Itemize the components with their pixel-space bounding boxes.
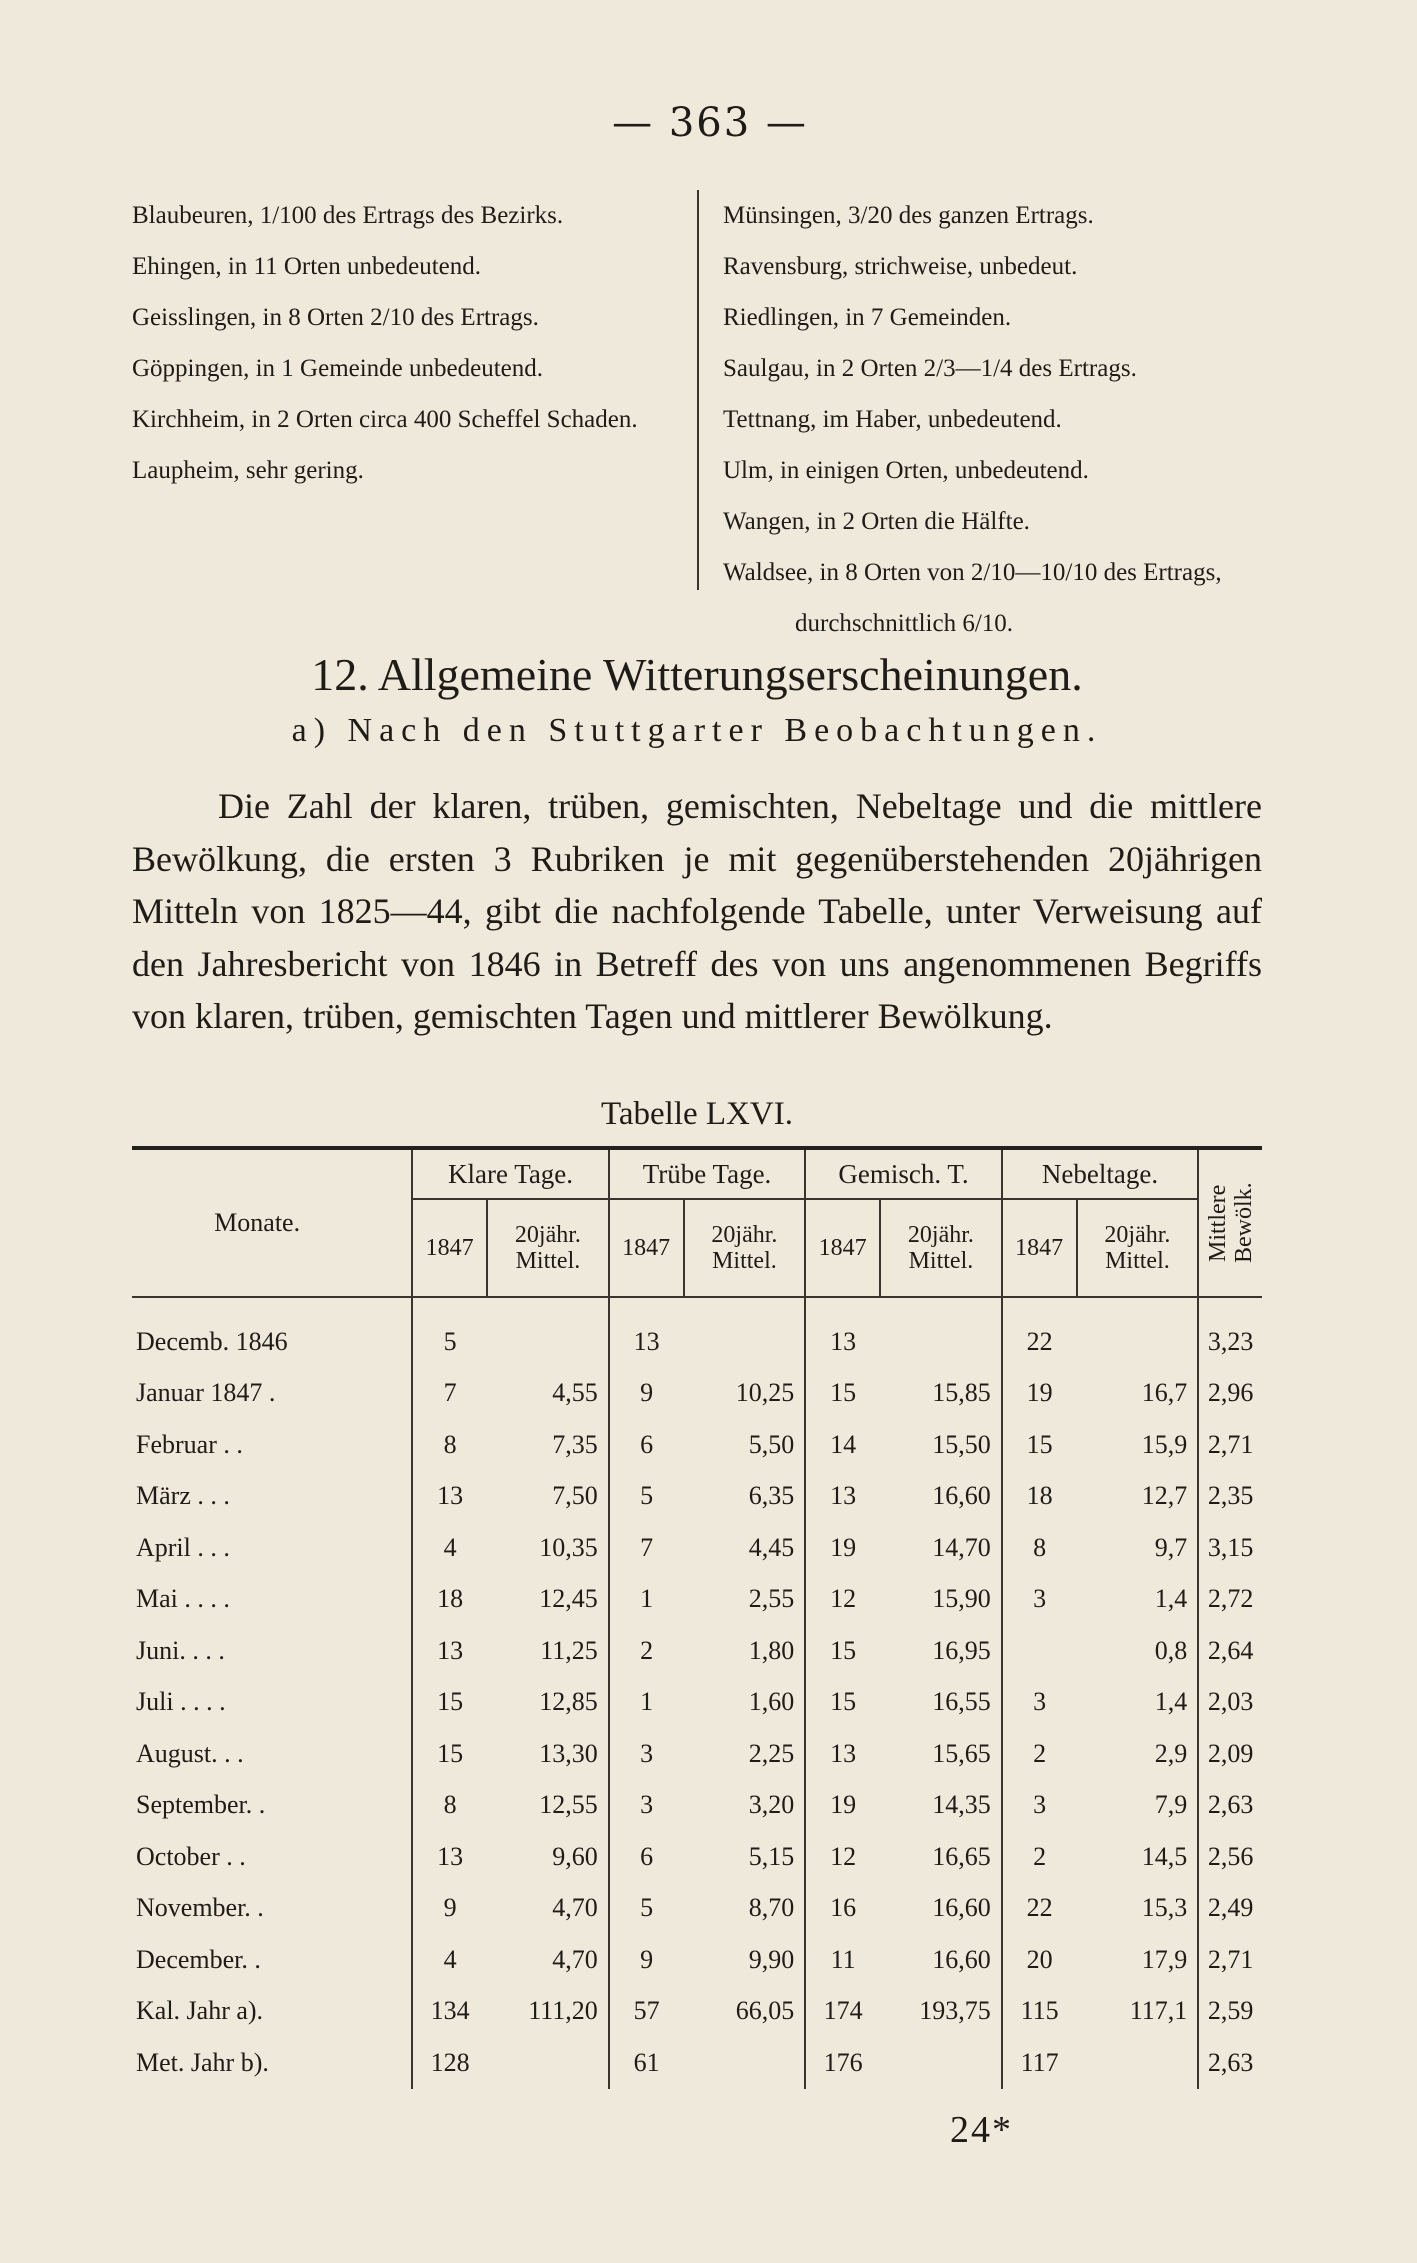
table-cell: 2,55 xyxy=(748,1584,795,1614)
row-label-month: März . . . xyxy=(136,1481,230,1511)
table-cell: 13 xyxy=(805,1471,880,1523)
table-cell: 7,50 xyxy=(552,1481,598,1511)
table-cell: 193,75 xyxy=(919,1996,991,2026)
table-cell: 15 xyxy=(412,1677,487,1729)
table-cell: 16,60 xyxy=(932,1944,991,1974)
sub-header-mean: 20jähr. Mittel. xyxy=(684,1199,806,1297)
sub-header-mean: 20jähr. Mittel. xyxy=(487,1199,609,1297)
table-cell: 15,65 xyxy=(932,1738,991,1768)
table-cell: 18 xyxy=(1002,1471,1077,1523)
table-cell: 2,03 xyxy=(1198,1677,1262,1729)
right-column xyxy=(697,190,1262,637)
row-label-month: September. . xyxy=(136,1790,266,1820)
table-cell: 11,25 xyxy=(540,1635,598,1665)
table-cell: 5,15 xyxy=(748,1841,795,1871)
table-cell: 2,63 xyxy=(1198,2037,1262,2089)
table-cell: 12 xyxy=(805,1574,880,1626)
table-row xyxy=(132,1574,1262,1626)
district-entry: Riedlingen, in 7 Gemeinden. xyxy=(723,304,1012,331)
row-label-month: December. . xyxy=(136,1944,261,1974)
table-row xyxy=(132,1297,1262,1368)
table-cell: 7 xyxy=(412,1368,487,1420)
table-cell: 3 xyxy=(1002,1677,1077,1729)
table-cell: 176 xyxy=(805,2037,880,2089)
table-cell: 15 xyxy=(805,1625,880,1677)
sub-header-year: 1847 xyxy=(805,1199,880,1297)
table-row xyxy=(132,1471,1262,1523)
table-cell: 14,5 xyxy=(1141,1841,1188,1871)
table-cell xyxy=(1002,1625,1077,1677)
table-cell: 15 xyxy=(805,1677,880,1729)
table-cell: 14,35 xyxy=(932,1790,991,1820)
table-cell: 111,20 xyxy=(528,1996,598,2026)
sub-header-year: 1847 xyxy=(1002,1199,1077,1297)
table-cell: 2,9 xyxy=(1154,1738,1188,1768)
table-cell: 14 xyxy=(805,1419,880,1471)
table-cell: 3 xyxy=(1002,1574,1077,1626)
table-cell: 1,60 xyxy=(748,1687,795,1717)
table-row xyxy=(132,1625,1262,1677)
table-cell: 7 xyxy=(609,1522,684,1574)
table-cell: 15,90 xyxy=(932,1584,991,1614)
table-cell: 4 xyxy=(412,1522,487,1574)
row-label-month: Juli . . . . xyxy=(136,1687,226,1717)
body-paragraph: Die Zahl der klaren, trüben, gemischten, Nebeltage und die mittlere Bewölkung, die ersten 3 Rubriken je mit gegenüberstehenden 20jährigen Mitteln von 1825—44, gibt die nachfolgende Tabelle, unter Verweisung auf den Jahresbericht von 1846 in Betreff des von uns angenommenen Begriffs von klaren, trüben, gemischten Tagen und mittlerer Bewölkung. xyxy=(132,786,1262,1036)
table-row xyxy=(132,1677,1262,1729)
district-entry: Wangen, in 2 Orten die Hälfte. xyxy=(723,508,1030,535)
table-cell: 15 xyxy=(1002,1419,1077,1471)
table-cell: 4,70 xyxy=(552,1944,598,1974)
table-cell: 3 xyxy=(609,1728,684,1780)
row-label-month: Januar 1847 . xyxy=(136,1378,276,1408)
table-cell: 1,4 xyxy=(1154,1687,1188,1717)
table-cell xyxy=(487,1297,609,1368)
table-cell: 16,55 xyxy=(932,1687,991,1717)
table-cell: 4,55 xyxy=(552,1378,598,1408)
table-cell: 0,8 xyxy=(1154,1635,1188,1665)
table-row xyxy=(132,1522,1262,1574)
column-header-monate: Monate. xyxy=(214,1208,301,1237)
table-cell: 19 xyxy=(805,1522,880,1574)
column-header-bewoelkung-text: Mittlere Bewölk. xyxy=(1204,1182,1257,1264)
table-cell: 9 xyxy=(609,1368,684,1420)
table-cell: 12 xyxy=(805,1831,880,1883)
table-cell: 2 xyxy=(1002,1728,1077,1780)
table-cell: 15 xyxy=(412,1728,487,1780)
table-cell: 19 xyxy=(805,1780,880,1832)
page-number: — 363 — xyxy=(612,100,808,146)
table-cell xyxy=(487,2037,609,2089)
table-cell: 12,85 xyxy=(539,1687,598,1717)
table-cell: 16,60 xyxy=(932,1893,991,1923)
table-cell: 57 xyxy=(609,1986,684,2038)
table-cell: 9,60 xyxy=(552,1841,598,1871)
table-cell: 3,20 xyxy=(748,1790,795,1820)
table-cell: 12,55 xyxy=(539,1790,598,1820)
table-cell: 134 xyxy=(412,1986,487,2038)
district-entry: Saulgau, in 2 Orten 2/3—1/4 des Ertrags. xyxy=(723,355,1137,382)
table-cell: 13 xyxy=(412,1625,487,1677)
table-cell: 117 xyxy=(1002,2037,1077,2089)
table-cell: 22 xyxy=(1002,1883,1077,1935)
table-row xyxy=(132,1883,1262,1935)
district-entry: Münsingen, 3/20 des ganzen Ertrags. xyxy=(723,202,1094,229)
table-cell xyxy=(684,1297,806,1368)
table-cell: 3 xyxy=(1002,1780,1077,1832)
district-entry: Ulm, in einigen Orten, unbedeutend. xyxy=(723,457,1089,484)
table-cell: 117,1 xyxy=(1129,1996,1188,2026)
table-cell: 2,72 xyxy=(1198,1574,1262,1626)
weather-table xyxy=(132,1146,1262,2089)
table-cell: 10,35 xyxy=(539,1532,598,1562)
left-column xyxy=(132,190,697,610)
district-entry: Kirchheim, in 2 Orten circa 400 Scheffel Schaden. xyxy=(132,406,638,433)
table-cell: 128 xyxy=(412,2037,487,2089)
table-cell: 15,85 xyxy=(932,1378,991,1408)
table-cell: 2,49 xyxy=(1198,1883,1262,1935)
district-entry: Laupheim, sehr gering. xyxy=(132,457,364,484)
table-cell: 2,71 xyxy=(1198,1419,1262,1471)
table-cell: 9,90 xyxy=(748,1944,795,1974)
table-title: Tabelle LXVI. xyxy=(601,1096,793,1132)
signature-mark: 24* xyxy=(950,2109,1013,2151)
table-row xyxy=(132,1831,1262,1883)
table-cell: 19 xyxy=(1002,1368,1077,1420)
table-cell: 8,70 xyxy=(748,1893,795,1923)
group-header-truebe: Trübe Tage. xyxy=(609,1148,806,1199)
table-cell: 13 xyxy=(805,1728,880,1780)
table-cell: 66,05 xyxy=(735,1996,795,2026)
sub-header-year: 1847 xyxy=(412,1199,487,1297)
group-header-nebel: Nebeltage. xyxy=(1002,1148,1199,1199)
table-cell: 12,7 xyxy=(1141,1481,1188,1511)
table-cell: 2 xyxy=(1002,1831,1077,1883)
table-row xyxy=(132,2037,1262,2089)
table-cell: 15 xyxy=(805,1368,880,1420)
weather-table-wrap xyxy=(132,1146,1262,2089)
sub-header-year: 1847 xyxy=(609,1199,684,1297)
table-cell: 22 xyxy=(1002,1297,1077,1368)
table-cell xyxy=(880,2037,1002,2089)
table-cell: 1 xyxy=(609,1574,684,1626)
table-cell: 61 xyxy=(609,2037,684,2089)
table-cell xyxy=(880,1297,1002,1368)
table-cell: 2,63 xyxy=(1198,1780,1262,1832)
table-cell: 20 xyxy=(1002,1934,1077,1986)
table-cell: 2,35 xyxy=(1198,1471,1262,1523)
row-label-month: Februar . . xyxy=(136,1429,243,1459)
district-entry: Ravensburg, strichweise, unbedeut. xyxy=(723,253,1078,280)
table-cell: 174 xyxy=(805,1986,880,2038)
table-cell: 11 xyxy=(805,1934,880,1986)
table-cell: 5,50 xyxy=(748,1429,795,1459)
table-row xyxy=(132,1728,1262,1780)
subsection-heading: a) Nach den Stuttgarter Beobachtungen. xyxy=(291,712,1103,749)
row-label-month: Kal. Jahr a). xyxy=(136,1996,264,2026)
table-cell: 6 xyxy=(609,1419,684,1471)
district-entry: Tettnang, im Haber, unbedeutend. xyxy=(723,406,1062,433)
table-cell: 8 xyxy=(1002,1522,1077,1574)
table-cell: 16,95 xyxy=(932,1635,991,1665)
table-cell: 3,23 xyxy=(1198,1297,1262,1368)
table-cell: 14,70 xyxy=(932,1532,991,1562)
table-cell xyxy=(684,2037,806,2089)
table-cell: 15,3 xyxy=(1141,1893,1188,1923)
row-label-month: Met. Jahr b). xyxy=(136,2047,269,2077)
row-label-month: November. . xyxy=(136,1893,264,1923)
table-cell: 2,09 xyxy=(1198,1728,1262,1780)
table-cell: 5 xyxy=(609,1471,684,1523)
row-label-month: Juni. . . . xyxy=(136,1635,225,1665)
table-cell: 2,64 xyxy=(1198,1625,1262,1677)
district-entry: Ehingen, in 11 Orten unbedeutend. xyxy=(132,253,481,280)
table-cell: 3,15 xyxy=(1198,1522,1262,1574)
district-entry: Göppingen, in 1 Gemeinde unbedeutend. xyxy=(132,355,544,382)
district-columns xyxy=(132,190,1262,637)
table-row xyxy=(132,1934,1262,1986)
table-cell: 16,65 xyxy=(932,1841,991,1871)
table-cell: 7,35 xyxy=(552,1429,598,1459)
sub-header-mean: 20jähr. Mittel. xyxy=(1077,1199,1199,1297)
table-cell: 9,7 xyxy=(1154,1532,1188,1562)
table-cell: 115 xyxy=(1002,1986,1077,2038)
table-cell: 1,80 xyxy=(748,1635,795,1665)
table-cell: 2,56 xyxy=(1198,1831,1262,1883)
table-cell: 13 xyxy=(412,1471,487,1523)
row-label-month: August. . . xyxy=(136,1738,244,1768)
table-cell: 1,4 xyxy=(1154,1584,1188,1614)
table-cell xyxy=(1077,2037,1199,2089)
table-cell: 4 xyxy=(412,1934,487,1986)
table-cell: 13 xyxy=(412,1831,487,1883)
table-cell: 8 xyxy=(412,1780,487,1832)
table-cell: 2 xyxy=(609,1625,684,1677)
table-cell: 2,59 xyxy=(1198,1986,1262,2038)
table-cell: 15,9 xyxy=(1141,1429,1188,1459)
table-cell: 3 xyxy=(609,1780,684,1832)
table-cell: 9 xyxy=(609,1934,684,1986)
table-body xyxy=(132,1297,1262,2089)
table-cell: 8 xyxy=(412,1419,487,1471)
column-header-bewoelkung xyxy=(1198,1148,1262,1297)
table-cell: 18 xyxy=(412,1574,487,1626)
table-cell: 2,71 xyxy=(1198,1934,1262,1986)
table-row xyxy=(132,1780,1262,1832)
district-entry: Waldsee, in 8 Orten von 2/10—10/10 des Ertrags, durchschnittlich 6/10. xyxy=(723,559,1222,637)
district-entry: Blaubeuren, 1/100 des Ertrags des Bezirks. xyxy=(132,202,564,229)
table-cell: 6,35 xyxy=(748,1481,795,1511)
table-cell: 2,25 xyxy=(748,1738,795,1768)
table-cell: 1 xyxy=(609,1677,684,1729)
table-row xyxy=(132,1368,1262,1420)
table-cell: 16 xyxy=(805,1883,880,1935)
group-header-gemischt: Gemisch. T. xyxy=(805,1148,1002,1199)
table-cell: 17,9 xyxy=(1141,1944,1188,1974)
sub-header-mean: 20jähr. Mittel. xyxy=(880,1199,1002,1297)
table-cell: 10,25 xyxy=(735,1378,795,1408)
row-label-month: Decemb. 1846 xyxy=(132,1297,412,1368)
table-cell: 16,60 xyxy=(932,1481,991,1511)
table-cell: 12,45 xyxy=(539,1584,598,1614)
row-label-month: Mai . . . . xyxy=(136,1584,230,1614)
table-group-header-row xyxy=(132,1148,1262,1199)
table-cell: 4,45 xyxy=(748,1532,795,1562)
table-cell: 5 xyxy=(412,1297,487,1368)
row-label-month: October . . xyxy=(136,1841,246,1871)
table-cell: 7,9 xyxy=(1154,1790,1188,1820)
table-cell: 9 xyxy=(412,1883,487,1935)
table-row xyxy=(132,1419,1262,1471)
section-heading: 12. Allgemeine Witterungserscheinungen. xyxy=(311,649,1083,700)
table-cell: 13,30 xyxy=(539,1738,598,1768)
group-header-klare: Klare Tage. xyxy=(412,1148,609,1199)
table-cell: 2,96 xyxy=(1198,1368,1262,1420)
district-entry: Geisslingen, in 8 Orten 2/10 des Ertrags. xyxy=(132,304,539,331)
table-row xyxy=(132,1986,1262,2038)
table-cell: 6 xyxy=(609,1831,684,1883)
table-cell: 4,70 xyxy=(552,1893,598,1923)
row-label-month: April . . . xyxy=(136,1532,230,1562)
table-cell: 16,7 xyxy=(1141,1378,1188,1408)
table-cell: 13 xyxy=(805,1297,880,1368)
table-cell xyxy=(1077,1297,1199,1368)
table-cell: 15,50 xyxy=(932,1429,991,1459)
table-cell: 13 xyxy=(609,1297,684,1368)
table-cell: 5 xyxy=(609,1883,684,1935)
